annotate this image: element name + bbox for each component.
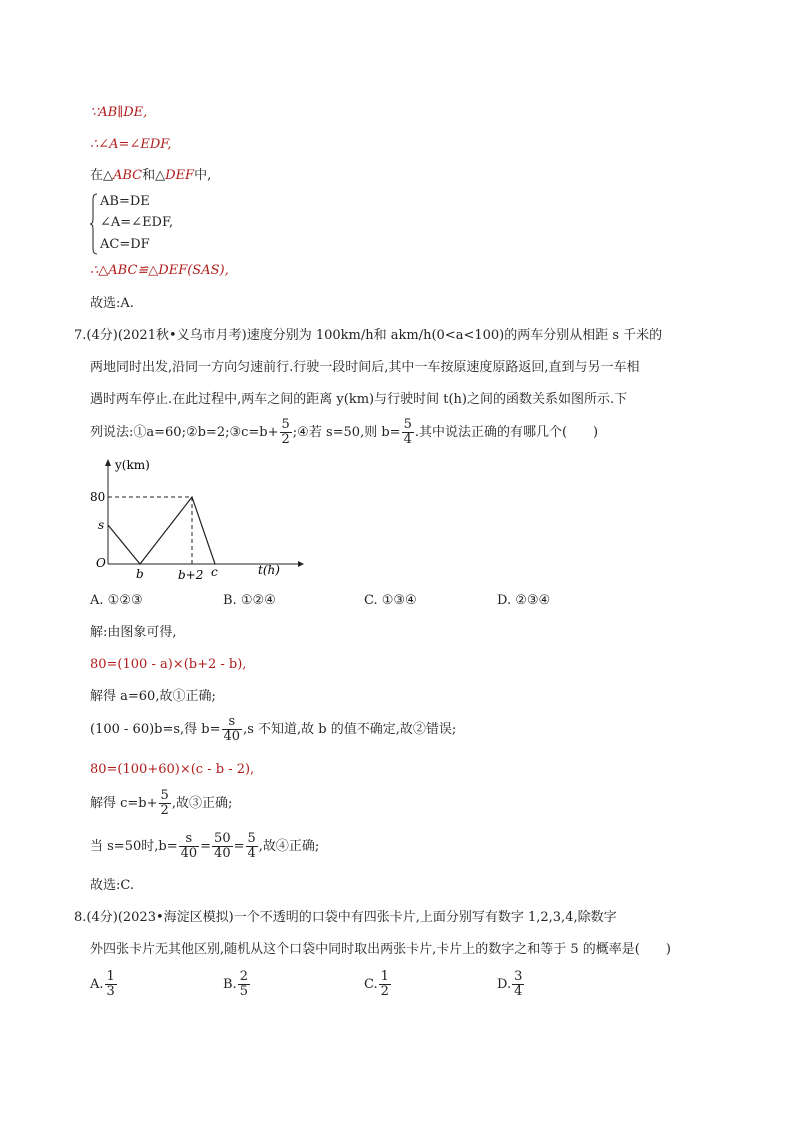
denominator: 3	[106, 984, 115, 999]
sol-text: ,故④正确;	[258, 839, 320, 854]
fraction-50-40	[212, 832, 233, 861]
q7-statements: 列说法:①a=60;②b=2;③c=b+	[90, 425, 279, 440]
option-label: B.	[223, 977, 237, 992]
numerator: 2	[239, 969, 248, 984]
proof-text: 在△	[90, 168, 113, 183]
q8-option-c[interactable]	[364, 970, 392, 1000]
option-fraction	[512, 970, 524, 999]
q7-answer: 故选:C.	[90, 878, 134, 893]
option-label: C.	[364, 977, 378, 992]
distance-curve	[108, 497, 215, 564]
numerator: 50	[214, 831, 231, 846]
denominator: 2	[380, 984, 389, 999]
denominator: 5	[239, 984, 248, 999]
fraction-s-40	[179, 832, 200, 861]
denominator: 4	[514, 984, 523, 999]
q7-function-graph	[88, 452, 308, 586]
proof-line-parallel: ∵AB∥DE,	[90, 105, 148, 120]
q8-option-a[interactable]	[90, 970, 118, 1000]
y-axis-arrow	[105, 459, 111, 466]
q7-line-1: 7.(4分)(2021秋•义乌市月考)速度分别为 100km/h和 akm/h(0<a<100)的两车分别从相距 s 千米的	[74, 328, 663, 343]
fraction-5-2	[280, 418, 292, 447]
numerator: 1	[380, 969, 389, 984]
sol-text: ,s 不知道,故 b 的值不确定,故②错误;	[243, 722, 457, 737]
numerator: 5	[247, 831, 256, 846]
q7-option-c[interactable]: C. ①③④	[364, 593, 417, 608]
denominator: 2	[281, 432, 290, 447]
origin-label: O	[96, 556, 106, 570]
option-fraction	[105, 970, 117, 999]
tick-c: c	[211, 565, 218, 579]
numerator: 5	[281, 417, 290, 432]
triangle-def: DEF	[165, 168, 195, 183]
option-fraction	[238, 970, 250, 999]
q7-sol-eq2: 80=(100+60)×(c - b - 2),	[90, 762, 255, 777]
proof-congruence: ∴△ABC≌△DEF(SAS),	[90, 263, 229, 278]
y-axis-label: y(km)	[115, 458, 150, 472]
proof-line-angle: ∴∠A=∠EDF,	[90, 137, 172, 152]
sol-text: 当 s=50时,b=	[90, 839, 178, 854]
fraction-5-4	[402, 418, 414, 447]
q7-question: .其中说法正确的有哪几个( )	[414, 425, 599, 440]
q8-line-2: 外四张卡片无其他区别,随机从这个口袋中同时取出两张卡片,卡片上的数字之和等于 5 的概率是( )	[90, 942, 671, 957]
numerator: 5	[403, 417, 412, 432]
q7-option-a[interactable]: A. ①②③	[90, 593, 143, 608]
x-axis-label: t(h)	[258, 563, 280, 577]
q7-sol-intro: 解:由图象可得,	[90, 625, 177, 640]
proof-text: 中,	[194, 168, 212, 183]
q7-line-4	[90, 418, 598, 448]
q8-option-b[interactable]	[223, 970, 251, 1000]
denominator: 4	[247, 846, 256, 861]
q7-line-2: 两地同时出发,沿同一方向匀速前行.行驶一段时间后,其中一车按原速度原路返回,直到与另一车相	[90, 360, 640, 375]
numerator: 3	[514, 969, 523, 984]
sol-text: (100 - 60)b=s,得 b=	[90, 722, 221, 737]
tick-b: b	[136, 567, 144, 581]
x-axis-arrow	[298, 561, 304, 567]
q7-sol-a: 解得 a=60,故①正确;	[90, 689, 216, 704]
sol-text: 解得 c=b+	[90, 796, 158, 811]
proof-text: 和△	[142, 168, 166, 183]
q7-option-b[interactable]: B. ①②④	[223, 593, 276, 608]
option-label: A.	[90, 977, 104, 992]
q7-statements: ;④若 s=50,则 b=	[292, 425, 401, 440]
q7-sol-eq1: 80=(100 - a)×(b+2 - b),	[90, 657, 247, 672]
fraction-5-2	[159, 789, 171, 818]
numerator: s	[179, 832, 200, 847]
q7-sol-d	[90, 832, 319, 862]
q7-sol-b	[90, 715, 456, 745]
system-eq-3: AC=DF	[100, 237, 150, 252]
proof-answer: 故选:A.	[90, 296, 134, 311]
equals: =	[200, 839, 212, 854]
denominator: 40	[180, 846, 198, 861]
tick-80: 80	[90, 490, 106, 504]
proof-line-in-triangles	[90, 167, 211, 185]
denominator: 40	[223, 729, 241, 744]
numerator: s	[222, 715, 243, 730]
numerator: 1	[106, 969, 115, 984]
q7-sol-c	[90, 789, 232, 819]
q7-line-3: 遇时两车停止.在此过程中,两车之间的距离 y(km)与行驶时间 t(h)之间的函数关系如图所示.下	[90, 392, 628, 407]
sol-text: ,故③正确;	[171, 796, 233, 811]
q8-line-1: 8.(4分)(2023•海淀区模拟)一个不透明的口袋中有四张卡片,上面分别写有数字 1,2,3,4,除数字	[74, 910, 617, 925]
denominator: 2	[160, 803, 169, 818]
q7-option-d[interactable]: D. ②③④	[497, 593, 551, 608]
system-eq-2: ∠A=∠EDF,	[100, 215, 174, 230]
system-eq-1: AB=DE	[100, 194, 150, 209]
fraction-5-4	[246, 832, 258, 861]
option-fraction	[379, 970, 391, 999]
triangle-abc: ABC	[113, 168, 143, 183]
tick-b-plus-2: b+2	[178, 568, 204, 582]
equals: =	[233, 839, 245, 854]
system-brace	[90, 193, 98, 255]
tick-s: s	[98, 518, 105, 532]
numerator: 5	[160, 788, 169, 803]
denominator: 40	[214, 846, 231, 861]
q8-option-d[interactable]	[497, 970, 525, 1000]
denominator: 4	[403, 432, 412, 447]
option-label: D.	[497, 977, 512, 992]
fraction-s-40	[222, 715, 243, 744]
